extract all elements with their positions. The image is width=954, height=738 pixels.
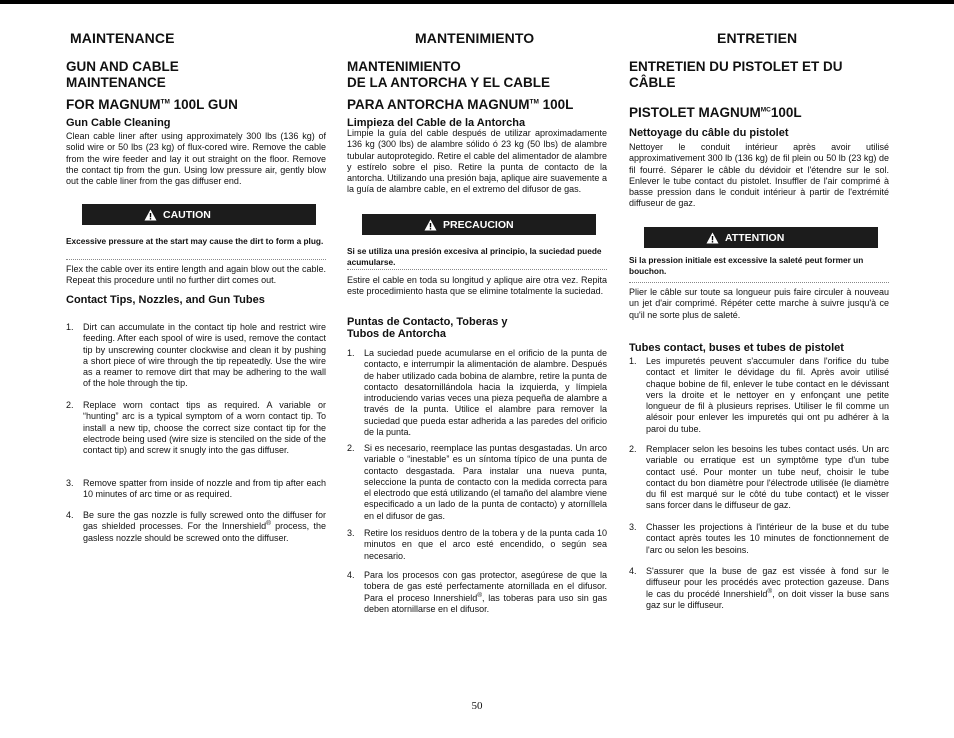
section-title (347, 59, 607, 113)
title-line-2: DE LA ANTORCHA Y EL CABLE (347, 75, 551, 90)
divider (629, 282, 889, 283)
title-line-3: PARA ANTORCHA MAGNUM™ 100L (347, 97, 574, 112)
cleaning-text: Clean cable liner after using approximately 300 lbs (136 kg) of solid wire or 50 lbs (23 kg) of flux-cored wire. Remove the cable from the wire feeder and lay it out straight on the floor. Remove the contact tip from the gun. Using low pressure air, gently blow out the cable liner from the gas diffuser end. (66, 131, 326, 187)
after-text: Plier le câble sur toute sa longueur puis faire circuler à nouveau un jet d'air comprimé. Répéter cette marche à suivre jusqu'à ce qu'il ne sorte plus de saleté. (629, 287, 889, 320)
caution-text: Si la pression initiale est excessive la saleté peut former un bouchon. (629, 255, 864, 276)
list-item: 1. La suciedad puede acumularse en el orificio de la punta de contacto, e interrumpir la alimentación de alambre. Después de haber utilizado cada bobina de alambre, retire la punta de contacto desatornillándola hacia la izquierda, y límpiela introduciendo varias veces una pieza pequeña de alambre a través de la punta. Utilice el alambre para remover la suciedad que pueda estar adherida a las paredes del orificio de la punta. (347, 348, 607, 438)
caution-box (644, 227, 878, 248)
title-line-2: CÂBLE (629, 75, 676, 90)
title-line-3: PISTOLET $MAGNUM^{MC}100L$ (629, 105, 802, 120)
title-line-1: ENTRETIEN DU PISTOLET ET DU (629, 59, 843, 74)
tips-heading: Puntas de Contacto, Toberas y Tubos de Antorcha (347, 316, 508, 340)
caution-text: Excessive pressure at the start may cause the dirt to form a plug. (66, 236, 324, 246)
after-text: Flex the cable over its entire length and again blow out the cable. Repeat this procedure until no further dirt comes out. (66, 264, 326, 286)
section-title (629, 59, 889, 121)
warning-icon (424, 219, 437, 231)
caution-box (82, 204, 316, 225)
header-entretien: ENTRETIEN (717, 30, 798, 46)
cleaning-heading: Gun Cable Cleaning (66, 117, 171, 129)
cleaning-text: Nettoyer le conduit intérieur après avoir utilisé approximativement 300 lb (136 kg) de fil plein ou 50 lb (23 kg) de fil fourré. Séparer le câble du dévidoir et l'étendre sur le sol. Enlever le tube contact du pistolet. Insuffler de l'air comprimé à basse pression dans le conduit intérieur à partir de l'extrémité diffuseur de gaz. (629, 142, 889, 209)
list-item: 3. Retire los residuos dentro de la tobera y de la punta cada 10 minutos en que el arco esté encendido, o según sea necesario. (347, 528, 607, 561)
caution-label: PRECAUCION (443, 218, 514, 231)
cleaning-heading: Nettoyage du câble du pistolet (629, 127, 789, 139)
list-item: 1. Dirt can accumulate in the contact tip hole and restrict wire feeding. After each spool of wire is used, remove the contact tip by unscrewing counter clockwise and clean it by pushing a short piece of wire through the tip repeatedly. Use the wire as a reamer to remove dirt that may be adhering to the wall of the hole through the tip. (66, 322, 326, 389)
caution-label: ATTENTION (725, 231, 785, 244)
title-line-3: FOR MAGNUM™ 100L GUN (66, 97, 238, 112)
list-item: 4. Be sure the gas nozzle is fully screwed onto the diffuser for gas shielded processes. For the Innershield® process, the gasless nozzle should be screwed onto the diffuser. (66, 510, 326, 543)
list-item: 4. Para los procesos con gas protector, asegúrese de que la tobera de gas esté perfectamente atornillada en el difusor. Para el proceso Innershield®, las toberas para uso sin gas deben atornillarse en el difusor. (347, 570, 607, 614)
list-item: 2. Remplacer selon les besoins les tubes contact usés. Un arc variable ou erratique est un symptôme type d'un tube contact usé. Pour monter un tube neuf, choisir le tube contact du bon diamètre pour l'électrode utilisée (le diamètre du fil est marqué sur le côté du tube contact) et le visser sans forcer dans le diffuseur de gaz. (629, 444, 889, 511)
list-item: 2. Replace worn contact tips as required. A variable or “hunting” arc is a typical symptom of a worn contact tip. To install a new tip, choose the correct size contact tip for the electrode being used (wire size is stenciled on the side of the contact tip) and screw it snugly into the gas diffuser. (66, 400, 326, 456)
list-item: 2. Si es necesario, reemplace las puntas desgastadas. Un arco variable o “inestable” es un síntoma típico de una punta de contacto desgastada. Para instalar una nueva punta, seleccione la punta de contacto con la medida correcta para el electrodo que está utilizando (el tamaño del alambre viene especificado a un lado de la punta de contacto) y atorníllela en el difusor de gas. (347, 443, 607, 521)
title-line-2: MAINTENANCE (66, 75, 166, 90)
list-item: 3. Remove spatter from inside of nozzle and from tip after each 10 minutes of arc time or as required. (66, 478, 326, 500)
caution-text: Si se utiliza una presión excesiva al principio, la suciedad puede acumularse. (347, 246, 602, 267)
caution-label: CAUTION (163, 208, 211, 221)
warning-icon (144, 209, 157, 221)
list-item: 4. S'assurer que la buse de gaz est vissée à fond sur le diffuseur pour les procédés avec protection gazeuse. Dans le cas du procédé Innershield®, on doit visser la buse sans gaz sur le diffuseur. (629, 566, 889, 610)
divider (66, 259, 326, 260)
header-maintenance: MAINTENANCE (70, 30, 175, 46)
header-mantenimiento: MANTENIMIENTO (415, 30, 535, 46)
title-line-1: MANTENIMIENTO (347, 59, 461, 74)
tips-heading: Contact Tips, Nozzles, and Gun Tubes (66, 294, 265, 306)
section-title (66, 59, 326, 113)
divider (347, 269, 607, 270)
list-item: 1. Les impuretés peuvent s'accumuler dans l'orifice du tube contact et limiter le dévidage du fil. Après avoir utilisé chaque bobine de fil, enlever le tube contact en le dévissant vers la droite et le nettoyer en y enfonçant une petite longueur de fil à plusieurs reprises. Utiliser le fil comme un alésoir pour enlever les impuretés qui ont pu adhérer à la paroi du tube. (629, 356, 889, 434)
title-line-1: GUN AND CABLE (66, 59, 179, 74)
cleaning-heading: Limpieza del Cable de la Antorcha (347, 117, 526, 129)
tips-heading: Tubes contact, buses et tubes de pistolet (629, 342, 844, 354)
page-number: 50 (471, 700, 483, 712)
list-item: 3. Chasser les projections à l'intérieur de la buse et du tube contact après toutes les 10 minutes de fonctionnement de l'arc ou selon les besoins. (629, 522, 889, 555)
top-rule (0, 0, 954, 4)
cleaning-text: Limpie la guía del cable después de utilizar aproximadamente 136 kg (300 lbs) de alambre sólido ó 23 kg (50 lbs) de alambre tubular autoprotegido. Retire el cable del alimentador de alambre y estírelo sobre el piso. Retire la punta de contacto de la antorcha. Utilizando una presión baja, aplique aire suavemente a la guía de alambre cable, en el extremo del difusor de gas. (347, 128, 607, 195)
after-text: Estire el cable en toda su longitud y aplique aire otra vez. Repita este procedimiento hasta que se elimine totalmente la suciedad. (347, 275, 607, 297)
caution-box (362, 214, 596, 235)
warning-icon (706, 232, 719, 244)
